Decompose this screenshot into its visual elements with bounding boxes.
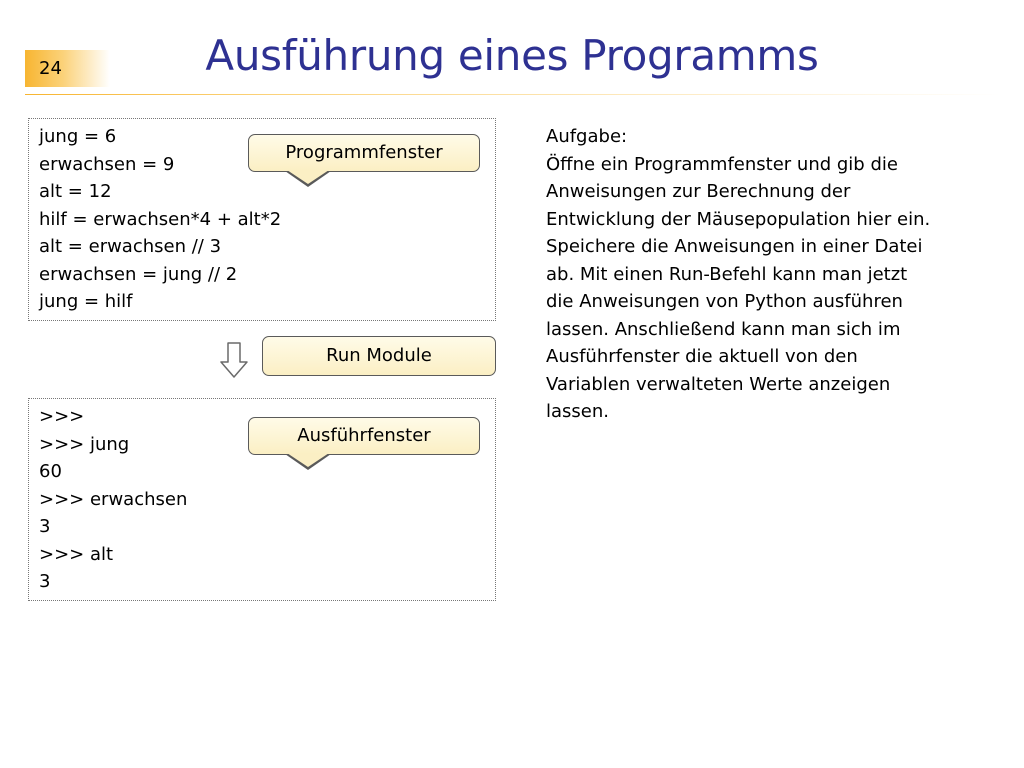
shell-line: 3 — [39, 571, 51, 592]
task-line: Speichere die Anweisungen in einer Datei — [546, 236, 923, 257]
run-module-button[interactable]: Run Module — [262, 336, 496, 376]
slide-title: Ausführung eines Programms — [205, 31, 819, 80]
task-line: Öffne ein Programmfenster und gib die — [546, 153, 898, 175]
task-line: Anweisungen zur Berechnung der — [546, 181, 851, 202]
program-line: jung = hilf — [39, 291, 133, 312]
task-line: Aufgabe: — [546, 126, 628, 147]
shell-line: >>> — [39, 406, 85, 427]
program-line: erwachsen = jung // 2 — [39, 263, 238, 285]
program-line: alt = 12 — [39, 181, 112, 202]
programmfenster-label: Programmfenster — [285, 142, 443, 163]
program-line: hilf = erwachsen*4 + alt*2 — [39, 208, 282, 230]
task-line: Variablen verwalteten Werte anzeigen — [546, 373, 891, 395]
program-line: alt = erwachsen // 3 — [39, 236, 222, 257]
program-line: erwachsen = 9 — [39, 153, 175, 175]
program-line: jung = 6 — [39, 126, 117, 147]
task-line: Entwicklung der Mäusepopulation hier ein. — [546, 208, 931, 230]
shell-line: >>> alt — [39, 543, 114, 565]
callout-tail-fill — [287, 453, 329, 467]
shell-line: >>> jung — [39, 433, 130, 455]
task-line: lassen. — [546, 401, 609, 422]
slide-number: 24 — [25, 50, 110, 87]
task-line: Ausführfenster die aktuell von den — [546, 346, 858, 367]
down-arrow-icon — [220, 342, 248, 378]
shell-line: >>> erwachsen — [39, 488, 188, 510]
task-line: lassen. Anschließend kann man sich im — [546, 318, 901, 340]
task-line: ab. Mit einen Run-Befehl kann man jetzt — [546, 263, 908, 285]
task-line: die Anweisungen von Python ausführen — [546, 291, 903, 312]
callout-tail-fill — [287, 170, 329, 184]
title-divider — [25, 94, 1000, 95]
task-description — [546, 123, 996, 426]
ausfuehrfenster-callout — [248, 417, 480, 455]
ausfuehrfenster-label: Ausführfenster — [297, 425, 431, 446]
programmfenster-callout — [248, 134, 480, 172]
shell-line: 60 — [39, 461, 62, 482]
shell-line: 3 — [39, 516, 51, 537]
